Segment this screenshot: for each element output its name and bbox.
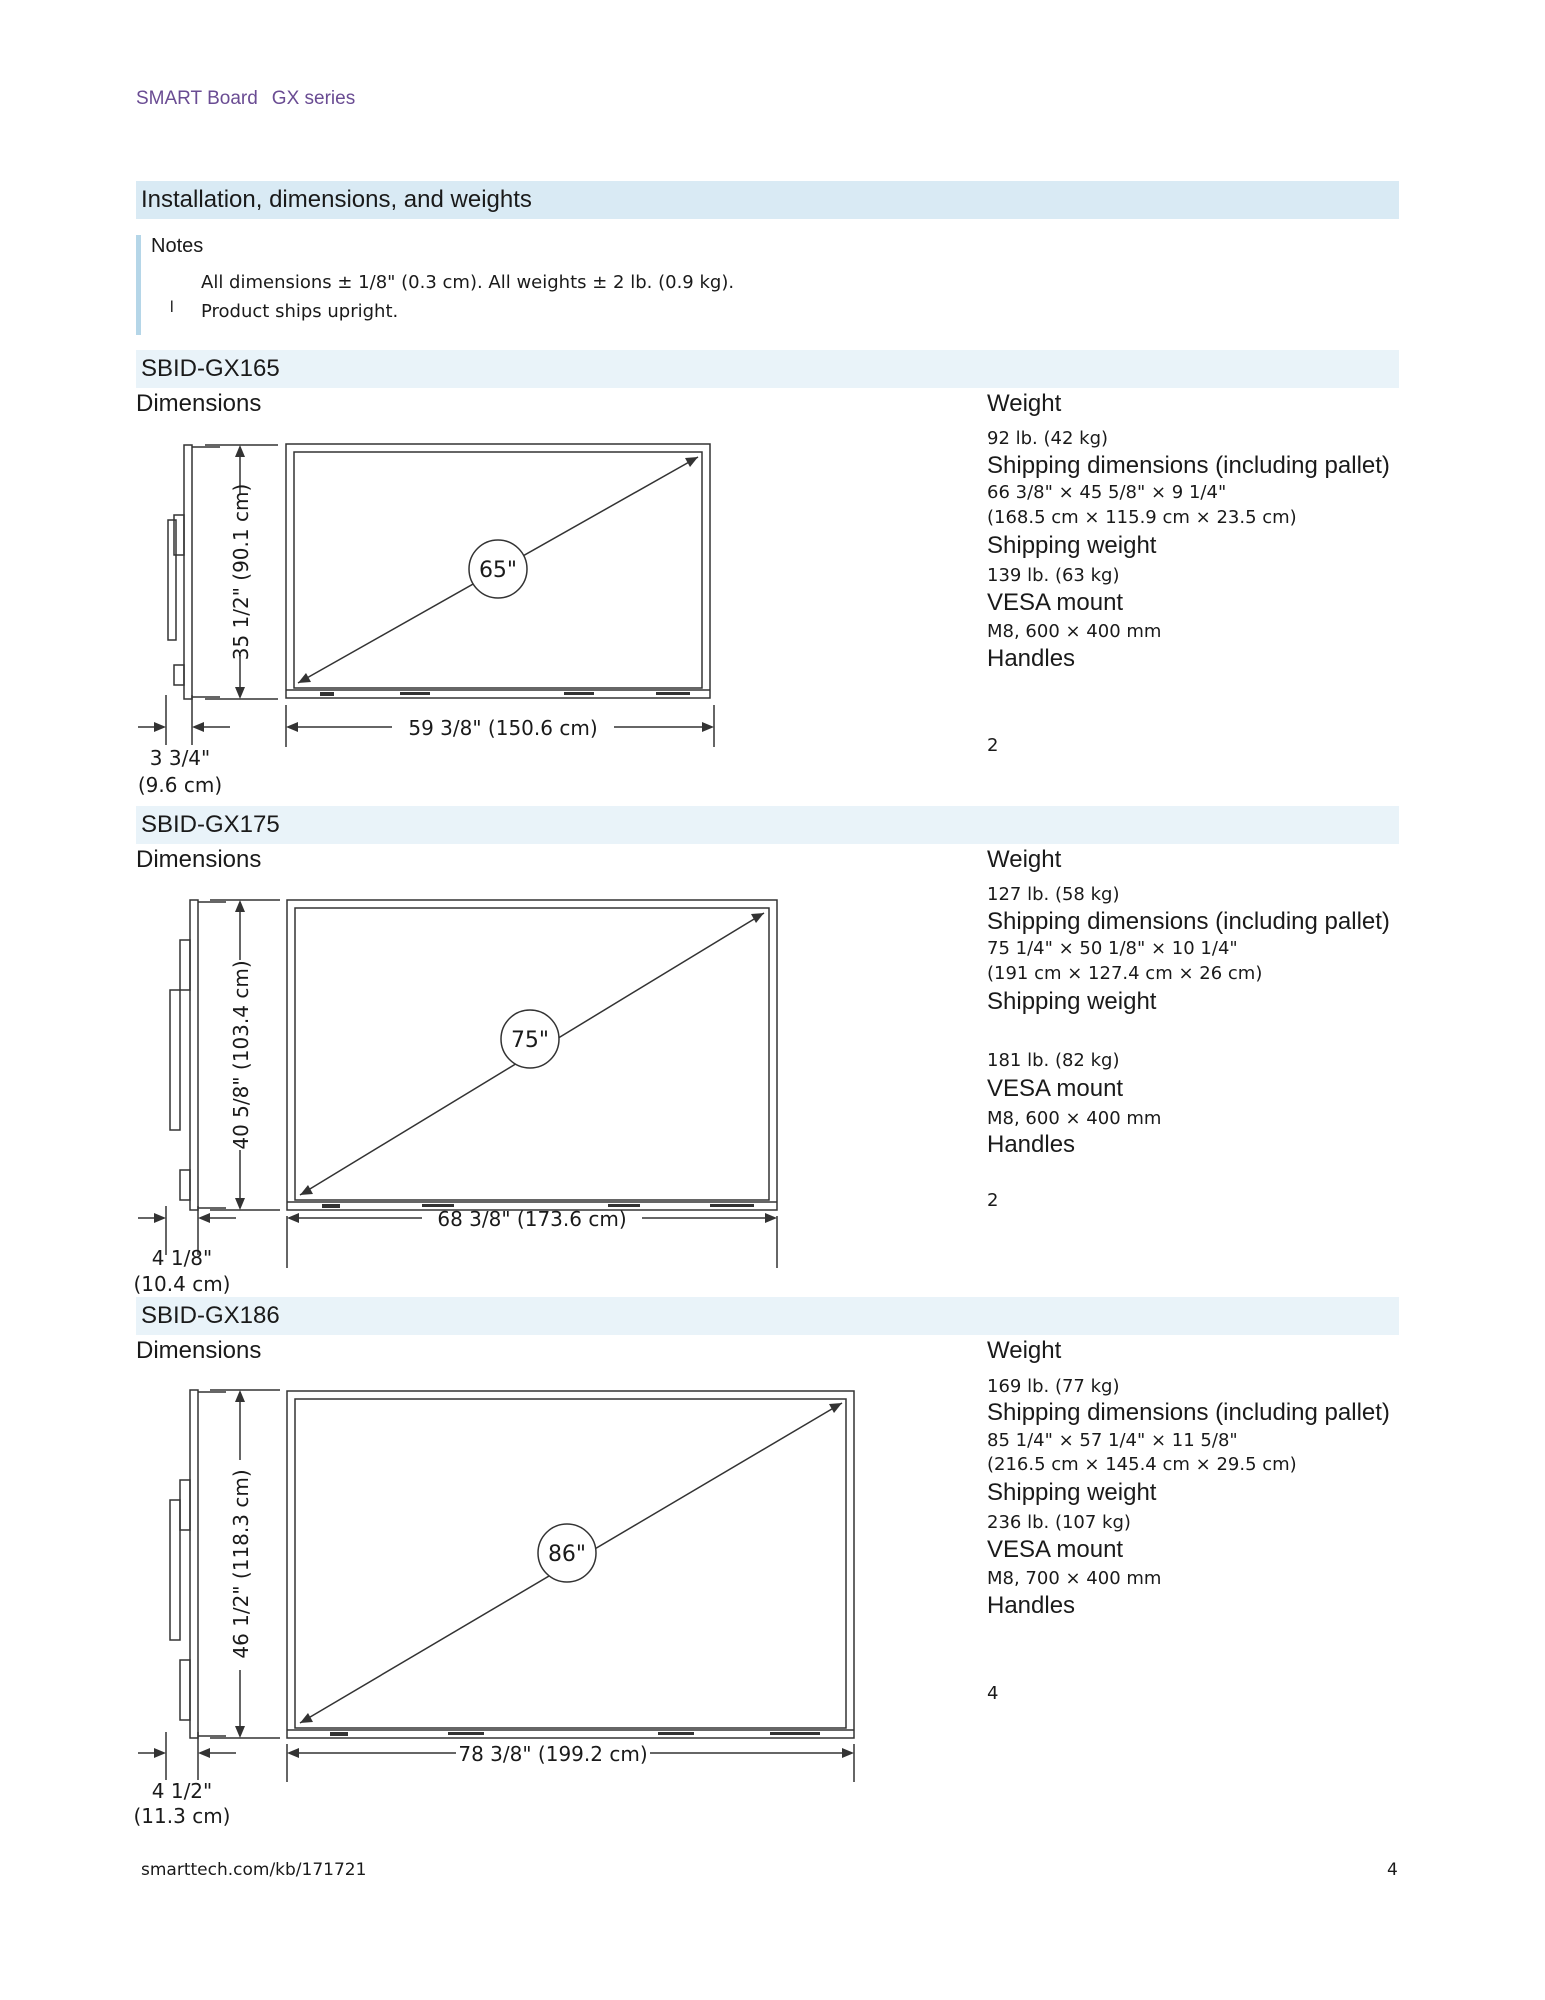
- spec-value-shipping-dimensions: 66 3/8" × 45 5/8" × 9 1/4": [987, 482, 1227, 503]
- spec-label-shipping-dimensions: Shipping dimensions (including pallet): [987, 1399, 1390, 1426]
- depth-cm-label: (9.6 cm): [137, 773, 223, 797]
- spec-value-weight: 92 lb. (42 kg): [987, 428, 1109, 449]
- spec-value-shipping-dimensions: 75 1/4" × 50 1/8" × 10 1/4": [987, 938, 1238, 959]
- spec-label-vesa: VESA mount: [987, 589, 1124, 616]
- spec-value-shipping-dimensions-metric: (216.5 cm × 145.4 cm × 29.5 cm): [987, 1454, 1297, 1475]
- note-item: All dimensions ± 1/8" (0.3 cm). All weights ± 2 lb. (0.9 kg).: [201, 272, 735, 293]
- spec-value-weight: 127 lb. (58 kg): [987, 884, 1120, 905]
- width-label: 78 3/8" (199.2 cm): [458, 1742, 648, 1766]
- spec-label-shipping-weight: Shipping weight: [987, 532, 1157, 559]
- diagonal-label: 75": [510, 1028, 550, 1053]
- side-profile: [190, 1390, 198, 1738]
- model-heading: [136, 350, 1399, 388]
- model-heading: [136, 1297, 1399, 1335]
- depth-cm-label: (10.4 cm): [133, 1272, 231, 1296]
- diagonal-label: 86": [547, 1542, 587, 1567]
- spec-label-vesa: VESA mount: [987, 1536, 1124, 1563]
- spec-label-weight: Weight: [987, 846, 1062, 873]
- dimensions-heading: Dimensions: [136, 846, 262, 873]
- spec-value-vesa: M8, 600 × 400 mm: [987, 621, 1162, 642]
- dimension-drawing: [130, 425, 750, 810]
- depth-label: 3 3/4": [149, 746, 211, 770]
- depth-label: 4 1/2": [151, 1779, 213, 1803]
- spec-label-handles: Handles: [987, 645, 1076, 672]
- depth-label: 4 1/8": [151, 1246, 213, 1270]
- section-heading: [136, 181, 1399, 219]
- note-item: Product ships upright.: [201, 301, 399, 322]
- spec-value-shipping-dimensions-metric: (168.5 cm × 115.9 cm × 23.5 cm): [987, 507, 1297, 528]
- product-series: GX series: [271, 88, 356, 109]
- spec-label-shipping-dimensions: Shipping dimensions (including pallet): [987, 908, 1390, 935]
- spec-value-shipping-weight: 181 lb. (82 kg): [987, 1050, 1120, 1071]
- document-header: [136, 88, 355, 110]
- dimension-drawing: [130, 880, 810, 1300]
- spec-value-vesa: M8, 700 × 400 mm: [987, 1568, 1162, 1589]
- spec-label-handles: Handles: [987, 1131, 1076, 1158]
- dimensions-heading: Dimensions: [136, 1337, 262, 1364]
- section-title: Installation, dimensions, and weights: [141, 186, 532, 213]
- spec-label-shipping-dimensions: Shipping dimensions (including pallet): [987, 452, 1390, 479]
- spec-value-shipping-dimensions-metric: (191 cm × 127.4 cm × 26 cm): [987, 963, 1263, 984]
- notes-title: Notes: [151, 235, 204, 257]
- dimensions-heading: Dimensions: [136, 390, 262, 417]
- side-profile: [190, 900, 198, 1210]
- diagonal-label: 65": [478, 558, 518, 583]
- notes-block: [136, 235, 941, 335]
- model-name: SBID-GX186: [141, 1302, 280, 1329]
- page-number: 4: [1387, 1860, 1398, 1880]
- height-label: 35 1/2" (90.1 cm): [229, 483, 253, 661]
- width-label: 59 3/8" (150.6 cm): [408, 716, 598, 740]
- footer-url[interactable]: smarttech.com/kb/171721: [141, 1860, 367, 1880]
- spec-value-shipping-dimensions: 85 1/4" × 57 1/4" × 11 5/8": [987, 1430, 1238, 1451]
- depth-cm-label: (11.3 cm): [133, 1804, 231, 1828]
- model-name: SBID-GX175: [141, 811, 280, 838]
- spec-label-shipping-weight: Shipping weight: [987, 988, 1157, 1015]
- spec-label-weight: Weight: [987, 390, 1062, 417]
- spec-label-weight: Weight: [987, 1337, 1062, 1364]
- side-profile: [184, 445, 192, 699]
- spec-label-handles: Handles: [987, 1592, 1076, 1619]
- model-name: SBID-GX165: [141, 355, 280, 382]
- spec-value-shipping-weight: 236 lb. (107 kg): [987, 1512, 1131, 1533]
- spec-label-vesa: VESA mount: [987, 1075, 1124, 1102]
- spec-value-handles: 4: [987, 1683, 999, 1704]
- model-heading: [136, 806, 1399, 844]
- height-label: 40 5/8" (103.4 cm): [229, 960, 253, 1150]
- height-label: 46 1/2" (118.3 cm): [229, 1469, 253, 1659]
- spec-value-shipping-weight: 139 lb. (63 kg): [987, 565, 1120, 586]
- spec-value-vesa: M8, 600 × 400 mm: [987, 1108, 1162, 1129]
- bullet-marker: l: [170, 299, 174, 316]
- spec-value-handles: 2: [987, 1190, 999, 1211]
- spec-value-weight: 169 lb. (77 kg): [987, 1376, 1120, 1397]
- dimension-drawing: [130, 1380, 870, 1840]
- brand-name: SMART Board: [136, 88, 258, 109]
- spec-value-handles: 2: [987, 735, 999, 756]
- spec-label-shipping-weight: Shipping weight: [987, 1479, 1157, 1506]
- width-label: 68 3/8" (173.6 cm): [437, 1207, 627, 1231]
